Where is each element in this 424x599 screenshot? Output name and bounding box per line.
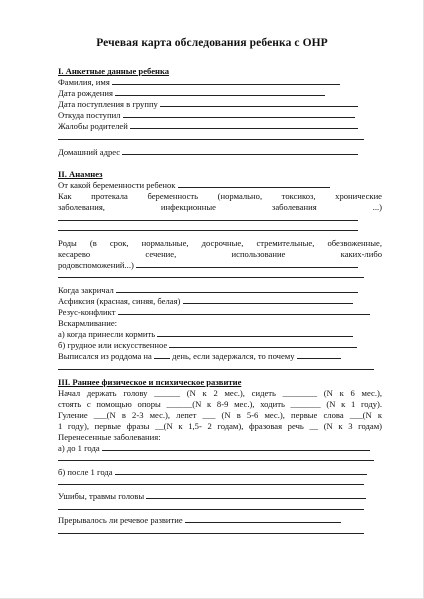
blank-line[interactable] — [58, 484, 364, 485]
blank-line[interactable] — [58, 460, 374, 461]
diseases-label: Перенесенные заболевания: — [58, 432, 161, 442]
blank[interactable] — [183, 296, 353, 304]
field-pregnancy[interactable]: От какой беременности ребенок — [58, 180, 330, 190]
blank[interactable] — [157, 329, 353, 337]
blank-line[interactable] — [58, 230, 358, 231]
field-complaints[interactable]: Жалобы родителей — [58, 121, 358, 131]
blank[interactable] — [160, 99, 358, 107]
pregnancy-course-text: Как протекала беременность (нормально, токсикоз, хронические — [58, 191, 382, 201]
field-admission-date[interactable]: Дата поступления в группу — [58, 99, 358, 109]
document-title: Речевая карта обследования ребенка с ОНР — [96, 37, 328, 49]
blank[interactable] — [116, 285, 358, 293]
pregnancy-course-text-2: заболевания, инфекционные заболевания ...) — [58, 202, 382, 212]
blank-line[interactable] — [58, 277, 364, 278]
field-cry[interactable]: Когда закричал — [58, 285, 358, 295]
field-asphyxia[interactable]: Асфиксия (красная, синяя, белая) — [58, 296, 353, 306]
field-address[interactable]: Домашний адрес — [58, 147, 358, 157]
field-speech[interactable]: Прерывалось ли речевое развитие — [58, 515, 341, 525]
development-line-3: Гуление ___(N в 2-3 мес.), лепет ___ (N в 5-6 мес.), первые слова ___(N к — [58, 410, 382, 420]
birth-text: Роды (в срок, нормальные, досрочные, стремительные, обезвоженные, — [58, 238, 382, 248]
birth-text-2: кесарево сечение, использование каких-либо — [58, 249, 382, 259]
field-birth-date[interactable]: Дата рождения — [58, 88, 325, 98]
development-line-1: Начал держать голову ______ (N к 2 мес.), сидеть ________ (N к 6 мес.), — [58, 388, 382, 398]
blank[interactable] — [297, 351, 341, 359]
blank[interactable] — [178, 180, 330, 188]
blank[interactable] — [115, 467, 367, 475]
blank-line[interactable] — [58, 369, 374, 370]
feeding-label: Вскармливание: — [58, 318, 118, 328]
section-3-heading: III. Раннее физическое и психическое развитие — [58, 377, 242, 387]
development-line-4: 1 году), первые фразы __(N к 1,5- 2 годам), фразовая речь __ (N к 3 годам) — [58, 421, 382, 431]
field-after-year[interactable]: б) после 1 года — [58, 467, 367, 477]
blank-line[interactable] — [58, 533, 364, 534]
blank[interactable] — [154, 351, 170, 359]
blank-line[interactable] — [58, 509, 364, 510]
field-discharge[interactable]: Выписался из роддома на день, если задержался, то почему — [58, 351, 341, 361]
section-1-heading: I. Анкетные данные ребенка — [58, 66, 170, 76]
field-origin[interactable]: Откуда поступил — [58, 110, 355, 120]
blank[interactable] — [136, 260, 358, 268]
blank[interactable] — [123, 110, 355, 118]
blank[interactable] — [130, 121, 358, 129]
blank-line[interactable] — [58, 139, 364, 140]
field-rhesus[interactable]: Резус-конфликт — [58, 307, 370, 317]
blank[interactable] — [185, 515, 341, 523]
field-injuries[interactable]: Ушибы, травмы головы — [58, 491, 366, 501]
field-feeding-b[interactable]: б) грудное или искусственное — [58, 340, 357, 350]
development-line-2: стоять с помощью опоры ______(N к 8-9 мес.), ходить _______ (N к 1 году). — [58, 399, 382, 409]
field-feeding-a[interactable]: а) когда принесли кормить — [58, 329, 353, 339]
blank[interactable] — [112, 77, 340, 85]
blank[interactable] — [102, 443, 370, 451]
blank[interactable] — [115, 88, 325, 96]
blank[interactable] — [169, 340, 357, 348]
field-before-year[interactable]: а) до 1 года — [58, 443, 370, 453]
section-2-heading: II. Анамнез — [58, 169, 103, 179]
blank[interactable] — [146, 491, 366, 499]
blank[interactable] — [122, 147, 358, 155]
field-name[interactable]: Фамилия, имя — [58, 77, 340, 87]
field-birth[interactable]: родовспоможений...) — [58, 260, 358, 270]
blank-line[interactable] — [58, 220, 358, 221]
blank[interactable] — [118, 307, 370, 315]
